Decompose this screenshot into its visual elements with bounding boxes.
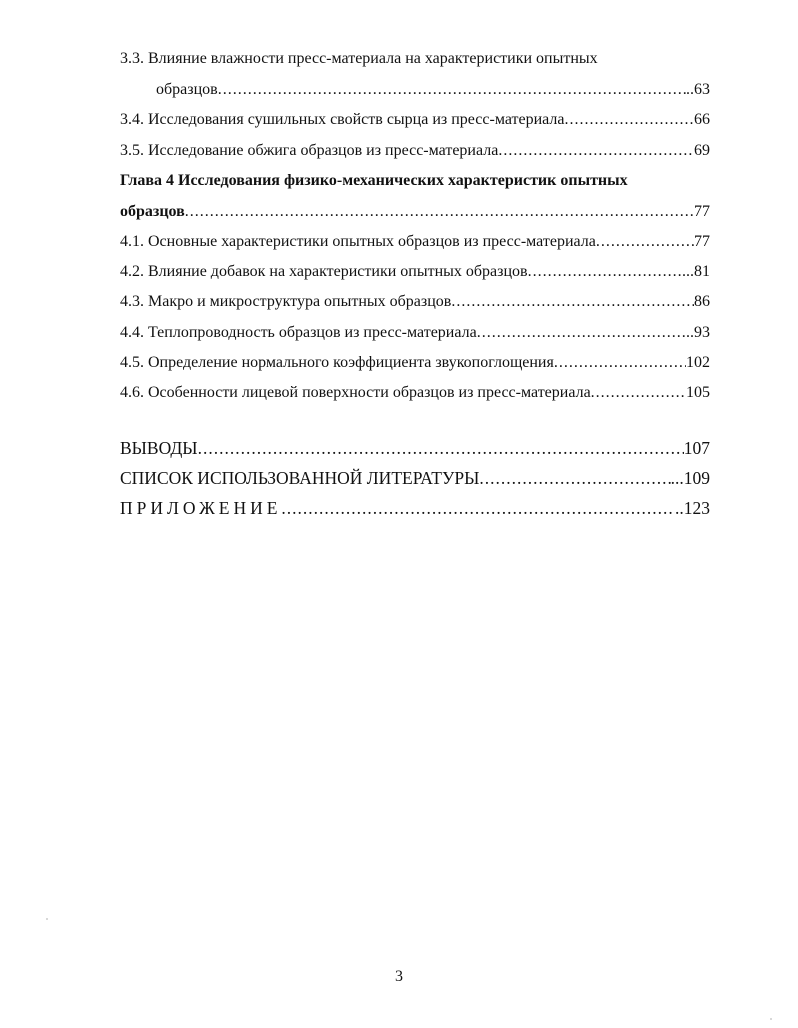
- dot-leader: [451, 289, 694, 315]
- toc-entry-title: образцов: [156, 81, 218, 98]
- toc-section-title: ВЫВОДЫ: [120, 438, 198, 458]
- dot-leader: [528, 259, 682, 285]
- toc-entry-title: 4.4. Теплопроводность образцов из пресс-материала: [120, 324, 477, 341]
- dot-leader: [479, 465, 670, 491]
- page-number: 3: [395, 968, 403, 985]
- toc-section-title: СПИСОК ИСПОЛЬЗОВАННОЙ ЛИТЕРАТУРЫ: [120, 468, 480, 488]
- toc-entry-3-3-cont: [156, 77, 710, 103]
- toc-entry-title: 4.3. Макро и микроструктура опытных образцов: [120, 293, 452, 310]
- toc-entry-page: ..93: [686, 324, 710, 341]
- toc-entry-3-5: [120, 138, 710, 164]
- toc-entry-page: ...81: [682, 263, 710, 280]
- dot-leader: [591, 380, 686, 406]
- toc-appendix: [120, 495, 710, 521]
- toc-entry-title: 4.5. Определение нормального коэффициента звукопоглощения: [120, 354, 554, 371]
- toc-entry-4-6: [120, 380, 710, 406]
- dot-leader: [477, 320, 686, 346]
- dot-leader: [198, 435, 684, 461]
- dot-leader: [498, 138, 694, 164]
- dot-leader: [596, 229, 694, 255]
- toc-chapter-title: Глава 4 Исследования физико-механических характеристик опытных: [120, 172, 628, 189]
- toc-chapter-title: образцов: [120, 203, 185, 220]
- toc-entry-title: 4.1. Основные характеристики опытных образцов из пресс-материала: [120, 233, 596, 250]
- toc-entry-4-3: [120, 289, 710, 315]
- toc-entry-page: 102: [686, 354, 710, 371]
- toc-entry-4-5: [120, 350, 710, 376]
- toc-entry-page: ..63: [686, 81, 710, 98]
- toc-entry-3-3: [120, 46, 710, 72]
- toc-entry-page: ..123: [675, 498, 710, 518]
- toc-conclusions: [120, 435, 710, 461]
- scan-speck: [770, 1018, 772, 1020]
- toc-entry-page: 77: [694, 203, 710, 220]
- dot-leader: [185, 199, 694, 225]
- dot-leader: [281, 495, 675, 521]
- toc-chapter-4-cont: [120, 199, 710, 225]
- toc-entry-page: 77: [694, 233, 710, 250]
- toc-entry-page: 107: [683, 438, 710, 458]
- toc-entry-page: 86: [694, 293, 710, 310]
- toc-entry-page: 69: [694, 142, 710, 159]
- toc-entry-title: 3.3. Влияние влажности пресс-материала на характеристики опытных: [120, 50, 598, 67]
- toc-entry-title: 3.4. Исследования сушильных свойств сырца из пресс-материала: [120, 111, 565, 128]
- toc-section-title: ПРИЛОЖЕНИЕ: [120, 498, 282, 518]
- toc-entry-page: 105: [686, 384, 710, 401]
- toc-entry-3-4: [120, 107, 710, 133]
- toc-entry-title: 3.5. Исследование обжига образцов из пресс-материала: [120, 142, 499, 159]
- toc-chapter-4: [120, 168, 710, 194]
- toc-entry-title: 4.6. Особенности лицевой поверхности образцов из пресс-материала: [120, 384, 591, 401]
- dot-leader: [218, 77, 686, 103]
- scan-speck: [46, 918, 48, 920]
- toc-entry-page: ...109: [670, 468, 710, 488]
- toc-references: [120, 465, 710, 491]
- dot-leader: [565, 107, 694, 133]
- toc-entry-4-2: [120, 259, 710, 285]
- toc-entry-4-4: [120, 320, 710, 346]
- toc-entry-page: 66: [694, 111, 710, 128]
- toc-entry-4-1: [120, 229, 710, 255]
- dot-leader: [554, 350, 686, 376]
- toc-entry-title: 4.2. Влияние добавок на характеристики опытных образцов: [120, 263, 528, 280]
